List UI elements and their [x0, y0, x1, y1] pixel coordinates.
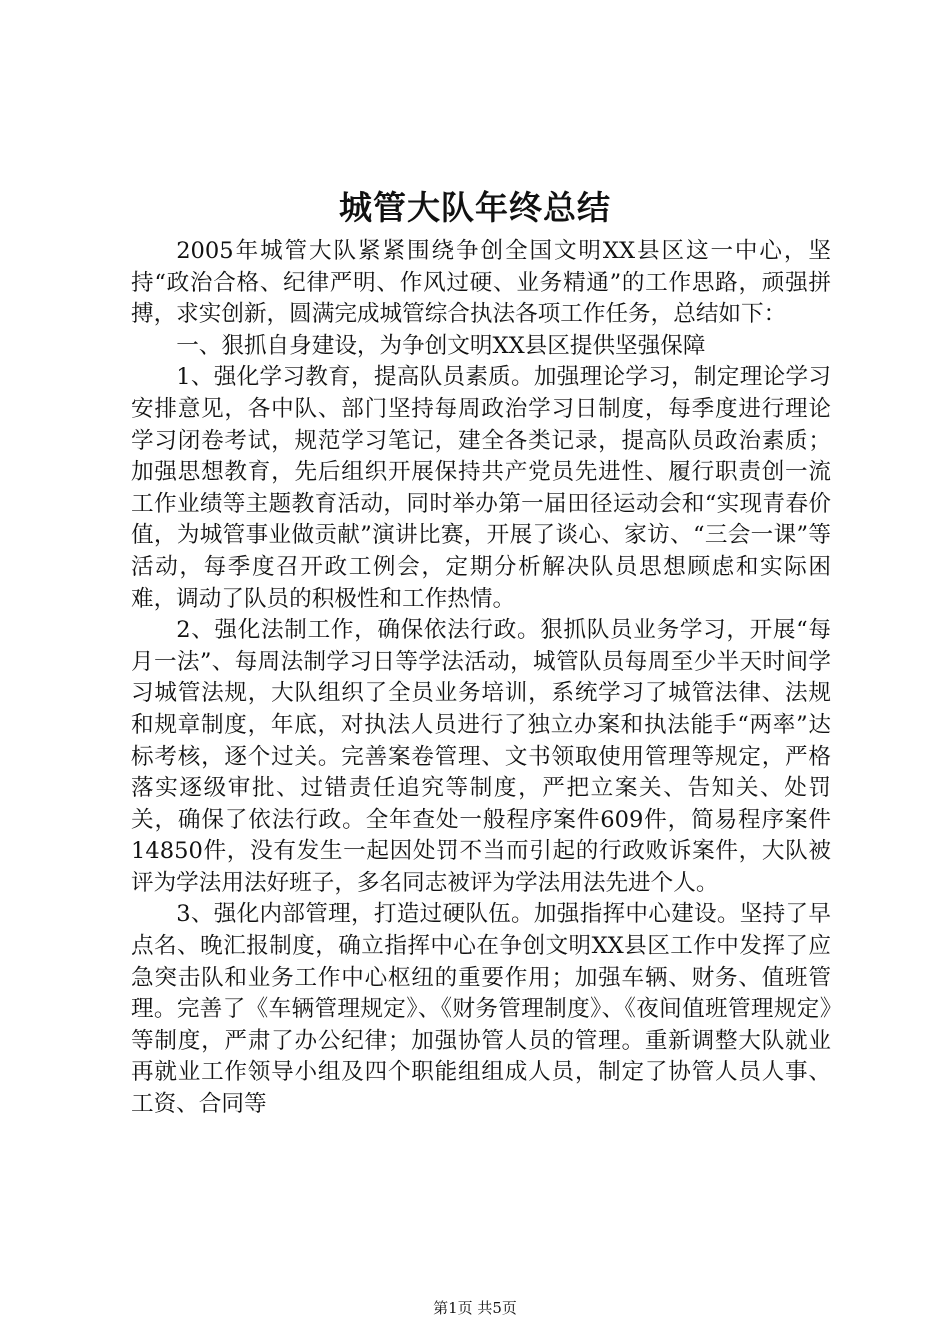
page-number-footer: 第1页 共5页 [433, 1299, 517, 1317]
paragraph-legal-work: 2、强化法制工作，确保依法行政。狠抓队员业务学习，开展“每月一法”、每周法制学习日等学法活动，城管队员每周至少半天时间学习城管法规，大队组织了全员业务培训，系统学习了城管法律、法规和规章制度，年底，对执法人员进行了独立办案和执法能手“两率”达标考核，逐个过关。完善案卷管理、文书领取使用管理等规定，严格落实逐级审批、过错责任追究等制度，严把立案关、告知关、处罚关，确保了依法行政。全年查处一般程序案件609件，简易程序案件14850件，没有发生一起因处罚不当而引起的行政败诉案件，大队被评为学法用法好班子，多名同志被评为学法用法先进个人。 [131, 617, 831, 896]
document-title: 城管大队年终总结 [339, 188, 611, 227]
paragraph-internal-management: 3、强化内部管理，打造过硬队伍。加强指挥中心建设。坚持了早点名、晚汇报制度，确立指挥中心在争创文明XX县区工作中发挥了应急突击队和业务工作中心枢纽的重要作用；加强车辆、财务、值班管理。完善了《车辆管理规定》、《财务管理制度》、《夜间值班管理规定》等制度，严肃了办公纪律；加强协管人员的管理。重新调整大队就业再就业工作领导小组及四个职能组组成人员，制定了协管人员人事、工资、合同等 [131, 901, 831, 1118]
section-heading-1: 一、狠抓自身建设，为争创文明XX县区提供坚强保障 [176, 332, 706, 359]
document-body [131, 236, 831, 1121]
intro-paragraph: 2005年城管大队紧紧围绕争创全国文明XX县区这一中心，坚持“政治合格、纪律严明、作风过硬、业务精通”的工作思路，顽强拼搏，求实创新，圆满完成城管综合执法各项工作任务，总结如下： [131, 238, 831, 328]
paragraph-study-education: 1、强化学习教育，提高队员素质。加强理论学习，制定理论学习安排意见，各中队、部门坚持每周政治学习日制度，每季度进行理论学习闭卷考试，规范学习笔记，建全各类记录，提高队员政治素质；加强思想教育，先后组织开展保持共产党员先进性、履行职责创一流工作业绩等主题教育活动，同时举办第一届田径运动会和“实现青春价值，为城管事业做贡献”演讲比赛，开展了谈心、家访、“三会一课”等活动，每季度召开政工例会，定期分析解决队员思想顾虑和实际困难，调动了队员的积极性和工作热情。 [131, 364, 831, 612]
